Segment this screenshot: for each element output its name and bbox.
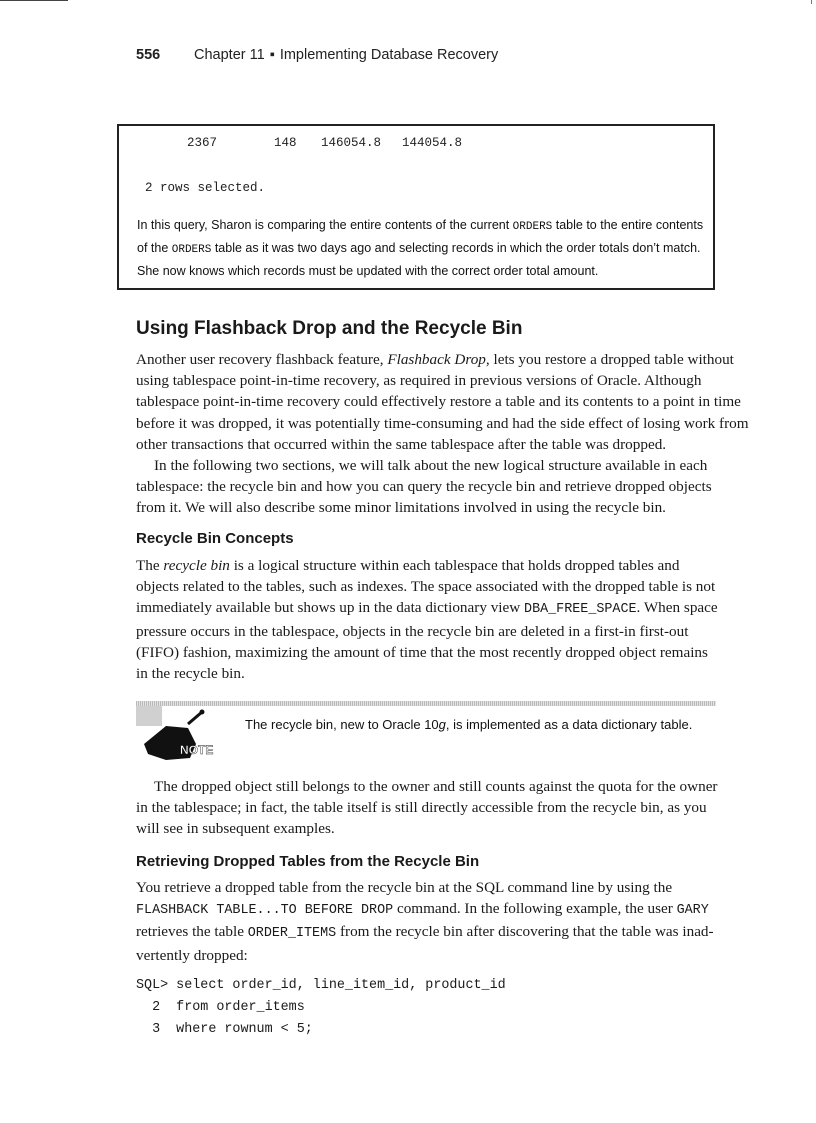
section-heading: Using Flashback Drop and the Recycle Bin (136, 318, 523, 339)
subsection-heading: Recycle Bin Concepts (136, 530, 294, 547)
page-number: 556 (136, 47, 161, 63)
sql-line: 3 where rownum < 5; (136, 1022, 313, 1037)
result-cell: 148 (274, 136, 297, 150)
chapter-label: Chapter 11 (194, 47, 265, 63)
subsection-heading: Retrieving Dropped Tables from the Recycle Bin (136, 853, 480, 870)
result-cell: 2367 (187, 136, 218, 150)
sql-line: 2 from order_items (136, 1000, 305, 1015)
running-header (136, 47, 498, 63)
note-icon-label: NOTE (180, 743, 214, 757)
note-icon (136, 706, 214, 764)
corner-crop-mark-right (811, 0, 812, 4)
result-cell: 144054.8 (402, 136, 463, 150)
header-bullet: ▪ (269, 47, 275, 63)
rows-selected-line: 2 rows selected. (145, 181, 266, 195)
body-paragraph: You retrieve a dropped table from the recycle bin at the SQL command line by using the FLASHBACK TABLE...TO BEFORE DROP command. In the following example, the user GARY retrieves the table ORDER_ITEMS from the recycle bin after discovering that the table was inad- vertently dropped: (136, 879, 714, 964)
corner-crop-mark (0, 0, 68, 1)
note-text: The recycle bin, new to Oracle 10g, is implemented as a data dictionary table. (245, 717, 693, 732)
body-paragraph: In the following two sections, we will talk about the new logical structure available in each tablespace: the recycle bin and how you can query the recycle bin and retrieve dropped objects from it. We will also describe some minor limitations involved in using the recycle bin. (136, 457, 712, 517)
result-cell: 146054.8 (321, 136, 382, 150)
sql-line: SQL> select order_id, line_item_id, product_id (136, 978, 506, 993)
note-divider (136, 701, 716, 706)
body-paragraph: Another user recovery flashback feature, Flashback Drop, lets you restore a dropped table without using tablespace point-in-time recovery, as required in previous versions of Oracle. Although tablespace point-in-time recovery could effectively restore a table and its contents to a point in time before it was dropped, it was potentially time-consuming and had the side effect of losing work from other transactions that occurred within the same tablespace after the table was dropped. (136, 351, 749, 453)
box-explanation: In this query, Sharon is comparing the entire contents of the current ORDERS table to the entire contents of the ORDERS table as it was two days ago and selecting records in which the order totals don’t match. She now knows which records must be updated with the correct order total amount. (137, 218, 704, 278)
query-result-box (117, 124, 715, 290)
body-paragraph: The recycle bin is a logical structure within each tablespace that holds dropped tables and objects related to the tables, such as indexes. The space associated with the dropped table is not immediately available but shows up in the data dictionary view DBA_FREE_SPACE. When space pressure occurs in the tablespace, objects in the recycle bin are deleted in a first-in first-out (FIFO) fashion, maximizing the amount of time that the most recently dropped object remains in the recycle bin. (136, 557, 718, 683)
body-paragraph: The dropped object still belongs to the owner and still counts against the quota for the owner in the tablespace; in fact, the table itself is still directly accessible from the recycle bin, as you will see in subsequent examples. (136, 778, 718, 838)
chapter-title: Implementing Database Recovery (279, 47, 499, 63)
